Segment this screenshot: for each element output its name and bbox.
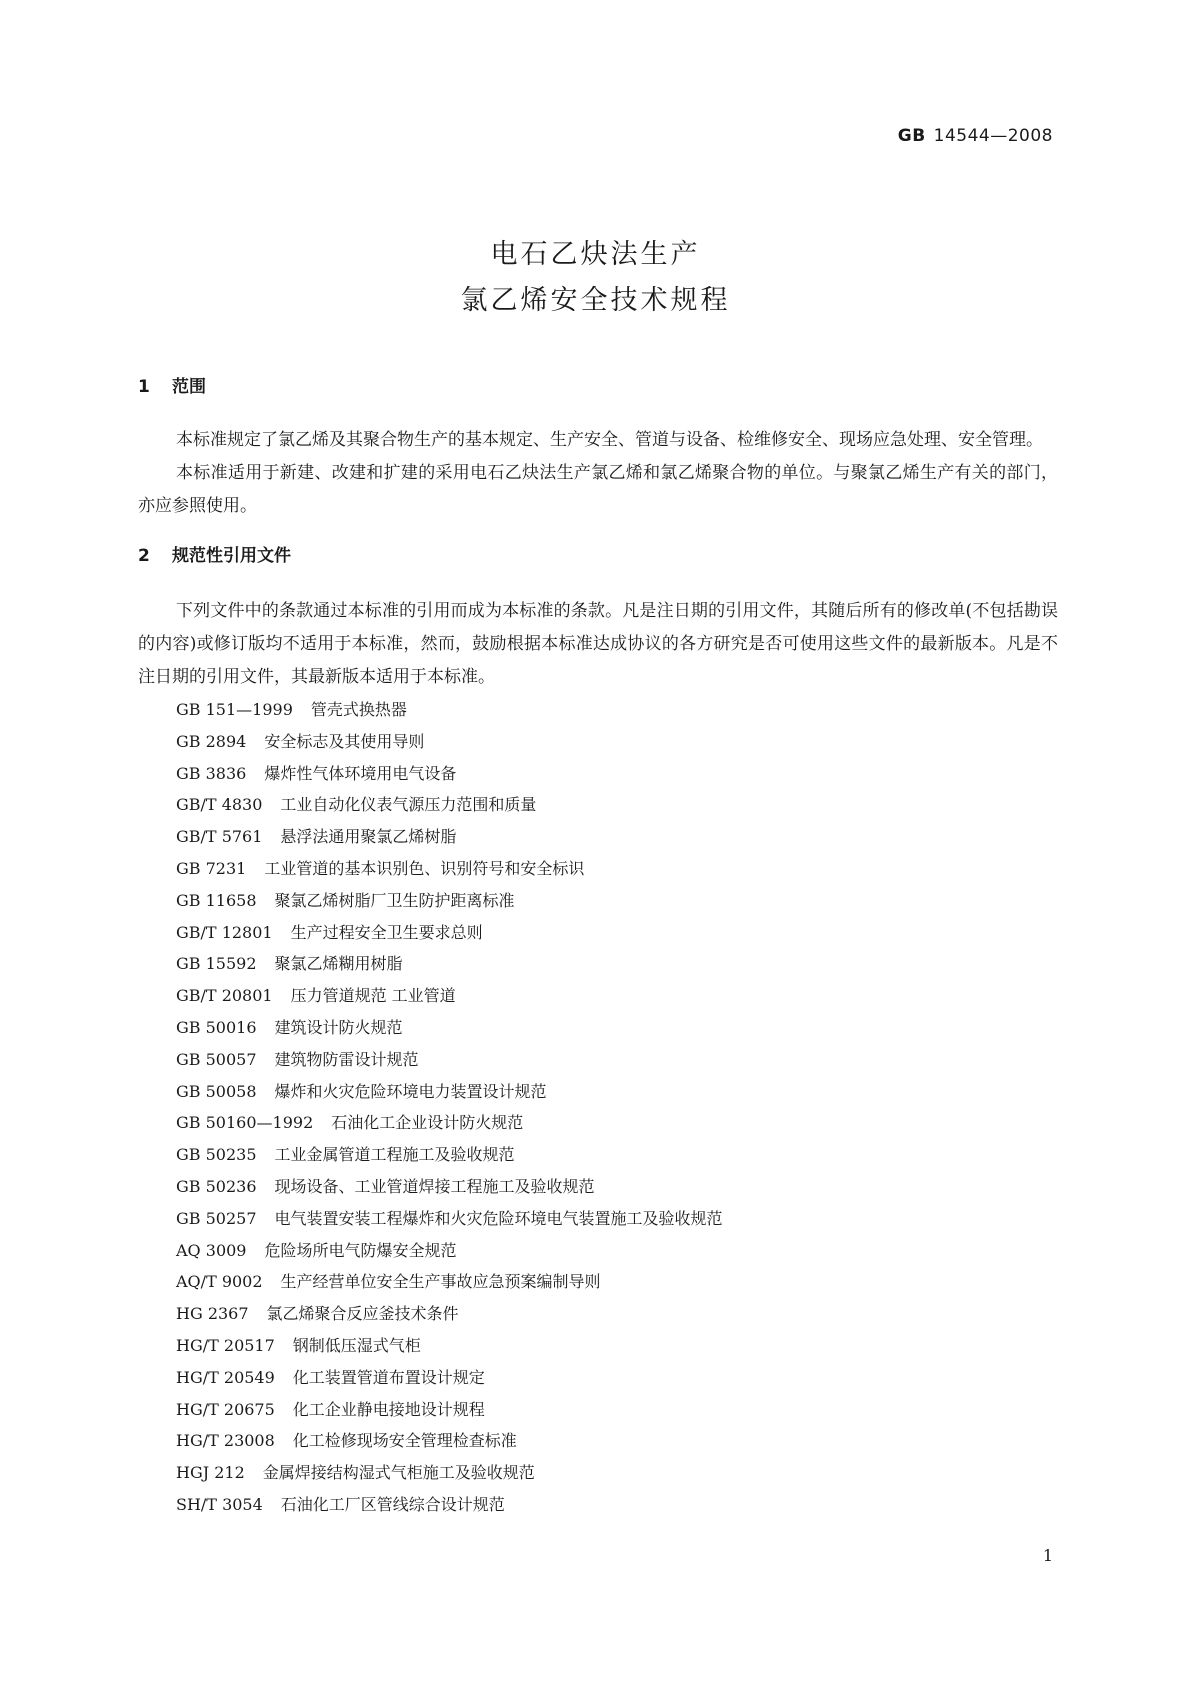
- reference-code: SH/T 3054: [176, 1494, 263, 1514]
- title-line-1: 电石乙炔法生产: [490, 239, 701, 270]
- standard-number: [898, 126, 1053, 146]
- reference-code: GB 50236: [176, 1176, 257, 1196]
- reference-item: [176, 1457, 1058, 1489]
- reference-code: HG/T 20675: [176, 1399, 275, 1419]
- reference-item: [176, 1330, 1058, 1362]
- reference-code: GB 50058: [176, 1081, 257, 1101]
- reference-code: GB 50057: [176, 1049, 257, 1069]
- reference-title: 生产过程安全卫生要求总则: [290, 922, 483, 942]
- reference-code: GB 50160—1992: [176, 1113, 314, 1133]
- scope-paragraph: 本标准适用于新建、改建和扩建的采用电石乙炔法生产氯乙烯和氯乙烯聚合物的单位。与聚氯乙烯生产有关的部门，亦应参照使用。: [138, 463, 1058, 516]
- reference-title: 生产经营单位安全生产事故应急预案编制导则: [280, 1272, 601, 1292]
- reference-title: 危险场所电气防爆安全规范: [264, 1240, 457, 1260]
- reference-item: [176, 1489, 1058, 1521]
- reference-title: 工业金属管道工程施工及验收规范: [274, 1145, 515, 1165]
- reference-code: HG/T 20517: [176, 1335, 275, 1355]
- reference-title: 聚氯乙烯糊用树脂: [274, 954, 403, 974]
- reference-title: 安全标志及其使用导则: [264, 731, 425, 751]
- reference-code: GB 7231: [176, 858, 247, 878]
- reference-title: 石油化工厂区管线综合设计规范: [280, 1494, 505, 1514]
- reference-item: [176, 1266, 1058, 1298]
- reference-item: [176, 885, 1058, 917]
- reference-title: 化工检修现场安全管理检查标准: [292, 1431, 517, 1451]
- reference-item: [176, 1107, 1058, 1139]
- reference-item: [176, 980, 1058, 1012]
- reference-title: 爆炸和火灾危险环境电力装置设计规范: [274, 1081, 547, 1101]
- reference-code: AQ 3009: [176, 1240, 247, 1260]
- reference-code: GB 2894: [176, 731, 247, 751]
- reference-code: GB 50016: [176, 1017, 257, 1037]
- reference-code: GB 3836: [176, 763, 247, 783]
- reference-item: [176, 1044, 1058, 1076]
- standard-prefix: GB: [897, 126, 926, 146]
- reference-code: GB 50235: [176, 1145, 257, 1165]
- reference-code: HGJ 212: [176, 1463, 245, 1483]
- reference-item: [176, 758, 1058, 790]
- reference-title: 悬浮法通用聚氯乙烯树脂: [280, 827, 457, 847]
- reference-item: [176, 1362, 1058, 1394]
- reference-code: AQ/T 9002: [176, 1272, 263, 1292]
- reference-title: 金属焊接结构湿式气柜施工及验收规范: [262, 1463, 535, 1483]
- reference-title: 氯乙烯聚合反应釜技术条件: [266, 1304, 459, 1324]
- section-normative-references: [138, 541, 1058, 1521]
- reference-title: 化工企业静电接地设计规程: [292, 1399, 485, 1419]
- reference-code: GB 50257: [176, 1208, 257, 1228]
- reference-title: 爆炸性气体环境用电气设备: [264, 763, 457, 783]
- reference-code: HG 2367: [176, 1304, 249, 1324]
- section-title: 规范性引用文件: [172, 546, 291, 566]
- reference-code: HG/T 20549: [176, 1367, 275, 1387]
- reference-item: [176, 694, 1058, 726]
- reference-item: [176, 1203, 1058, 1235]
- section-heading-scope: [138, 372, 1058, 402]
- document-body: [138, 372, 1058, 1521]
- reference-item: [176, 948, 1058, 980]
- document-title: [0, 232, 1191, 324]
- standard-code: 14544—2008: [933, 126, 1053, 146]
- reference-code: HG/T 23008: [176, 1431, 275, 1451]
- title-line-2: 氯乙烯安全技术规程: [460, 285, 731, 316]
- reference-item: [176, 1139, 1058, 1171]
- section-number: 2: [138, 546, 150, 566]
- reference-title: 建筑设计防火规范: [274, 1017, 403, 1037]
- references-intro: 下列文件中的条款通过本标准的引用而成为本标准的条款。凡是注日期的引用文件，其随后所有的修改单(不包括勘误的内容)或修订版均不适用于本标准，然而，鼓励根据本标准达成协议的各方研究是否可使用这些文件的最新版本。凡是不注日期的引用文件，其最新版本适用于本标准。: [138, 601, 1058, 687]
- reference-title: 电气装置安装工程爆炸和火灾危险环境电气装置施工及验收规范: [274, 1208, 723, 1228]
- section-scope: [138, 372, 1058, 523]
- reference-title: 建筑物防雷设计规范: [274, 1049, 419, 1069]
- reference-title: 工业管道的基本识别色、识别符号和安全标识: [264, 858, 585, 878]
- reference-title: 化工装置管道布置设计规定: [292, 1367, 485, 1387]
- reference-code: GB/T 20801: [176, 986, 273, 1006]
- reference-item: [176, 917, 1058, 949]
- reference-code: GB 15592: [176, 954, 257, 974]
- reference-code: GB/T 12801: [176, 922, 273, 942]
- reference-item: [176, 1298, 1058, 1330]
- reference-title: 现场设备、工业管道焊接工程施工及验收规范: [274, 1176, 595, 1196]
- reference-item: [176, 1425, 1058, 1457]
- reference-title: 钢制低压湿式气柜: [292, 1335, 421, 1355]
- reference-item: [176, 1394, 1058, 1426]
- reference-item: [176, 821, 1058, 853]
- reference-item: [176, 1235, 1058, 1267]
- reference-title: 压力管道规范 工业管道: [290, 986, 456, 1006]
- reference-title: 工业自动化仪表气源压力范围和质量: [280, 795, 537, 815]
- section-number: 1: [138, 377, 150, 397]
- scope-paragraph: 本标准规定了氯乙烯及其聚合物生产的基本规定、生产安全、管道与设备、检维修安全、现场应急处理、安全管理。: [176, 430, 1043, 450]
- reference-code: GB 151—1999: [176, 700, 293, 719]
- reference-item: [176, 789, 1058, 821]
- reference-list: [138, 694, 1058, 1521]
- page-number: 1: [1042, 1546, 1053, 1565]
- reference-title: 管壳式换热器: [310, 700, 407, 719]
- section-heading-references: [138, 541, 1058, 571]
- reference-item: [176, 1076, 1058, 1108]
- reference-item: [176, 1171, 1058, 1203]
- reference-item: [176, 853, 1058, 885]
- reference-item: [176, 1012, 1058, 1044]
- reference-code: GB/T 5761: [176, 827, 263, 847]
- section-title: 范围: [172, 377, 206, 397]
- reference-code: GB 11658: [176, 890, 257, 910]
- reference-title: 聚氯乙烯树脂厂卫生防护距离标准: [274, 890, 515, 910]
- reference-title: 石油化工企业设计防火规范: [331, 1113, 524, 1133]
- reference-item: [176, 726, 1058, 758]
- reference-code: GB/T 4830: [176, 795, 263, 815]
